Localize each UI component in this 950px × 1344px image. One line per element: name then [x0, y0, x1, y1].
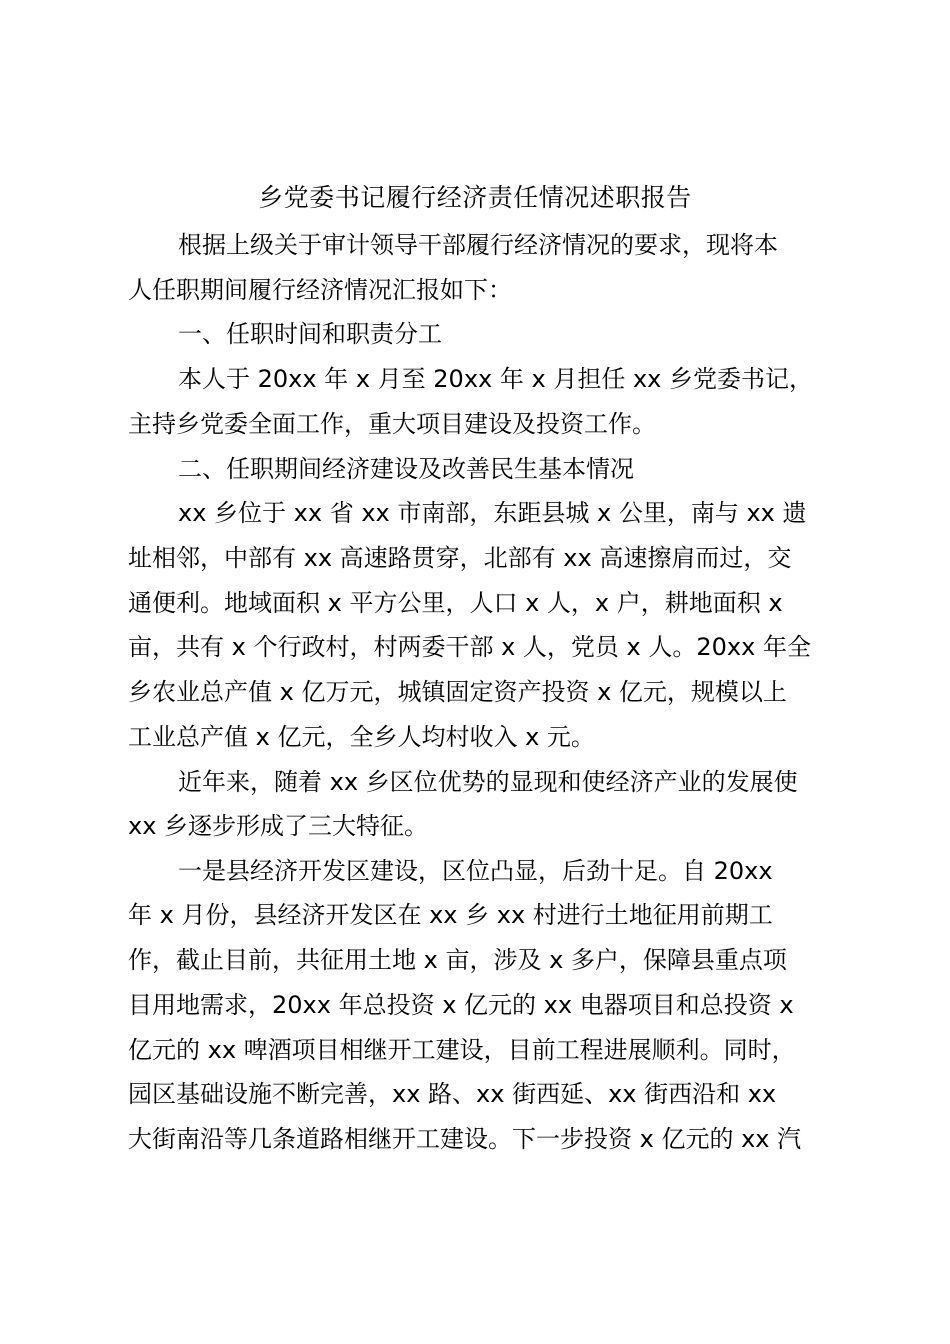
section-heading: 一、任职时间和职责分工 — [178, 320, 442, 348]
paragraph-line: xx 乡位于 xx 省 xx 市南部，东距县城 x 公里，南与 xx 遗 — [178, 499, 807, 527]
paragraph-line: 主持乡党委全面工作，重大项目建设及投资工作。 — [128, 410, 656, 438]
paragraph-line: 年 x 月份，县经济开发区在 xx 乡 xx 村进行土地征用前期工 — [128, 901, 773, 929]
paragraph-line: 园区基础设施不断完善，xx 路、xx 街西延、xx 街西沿和 xx — [128, 1080, 777, 1108]
paragraph-line: 根据上级关于审计领导干部履行经济情况的要求，现将本 — [178, 231, 778, 259]
paragraph-line: 通便利。地域面积 x 平方公里，人口 x 人，x 户，耕地面积 x — [128, 589, 783, 617]
paragraph-line: 作，截止目前，共征用土地 x 亩，涉及 x 多户，保障县重点项 — [128, 946, 787, 974]
paragraph-line: 一是县经济开发区建设，区位凸显，后劲十足。自 20xx — [178, 857, 773, 885]
paragraph-line: xx 乡逐步形成了三大特征。 — [128, 812, 429, 840]
paragraph-line: 大街南沿等几条道路相继开工建设。下一步投资 x 亿元的 xx 汽 — [128, 1125, 802, 1153]
paragraph-line: 人任职期间履行经济情况汇报如下： — [128, 276, 512, 304]
paragraph-line: 工业总产值 x 亿元，全乡人均村收入 x 元。 — [128, 723, 595, 751]
paragraph-line: 本人于 20xx 年 x 月至 20xx 年 x 月担任 xx 乡党委书记， — [178, 365, 813, 393]
paragraph-line: 址相邻，中部有 xx 高速路贯穿，北部有 xx 高速擦肩而过，交 — [128, 544, 792, 572]
paragraph-line: 目用地需求，20xx 年总投资 x 亿元的 xx 电器项目和总投资 x — [128, 991, 794, 1019]
paragraph-line: 乡农业总产值 x 亿万元，城镇固定资产投资 x 亿元，规模以上 — [128, 678, 787, 706]
paragraph-line: 亿元的 xx 啤酒项目相继开工建设，目前工程进展顺利。同时， — [128, 1036, 796, 1064]
paragraph-line: 亩，共有 x 个行政村，村两委干部 x 人，党员 x 人。20xx 年全 — [128, 633, 811, 661]
document-title: 乡党委书记履行经济责任情况述职报告 — [258, 183, 692, 212]
paragraph-line: 近年来，随着 xx 乡区位优势的显现和使经济产业的发展使 — [178, 768, 798, 796]
section-heading: 二、任职期间经济建设及改善民生基本情况 — [178, 455, 634, 483]
